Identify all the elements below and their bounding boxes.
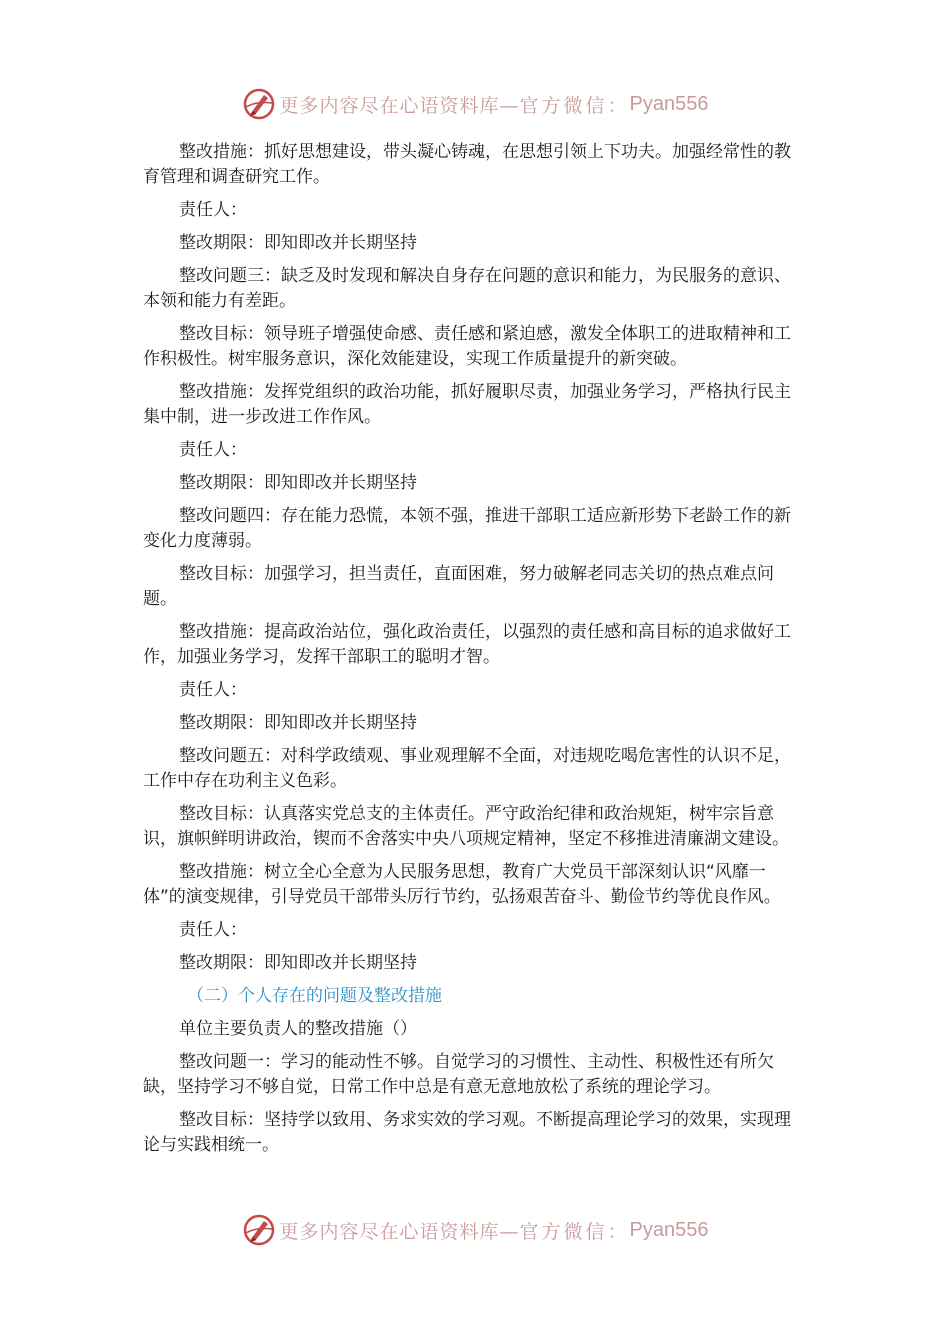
pen-logo-icon bbox=[242, 87, 276, 121]
footer-banner bbox=[0, 1210, 950, 1250]
banner-text: 更多内容尽在心语资料库— bbox=[279, 94, 520, 117]
banner-wechat-id: Pyan556 bbox=[629, 1218, 709, 1241]
banner-wechat-label: 官方微信： bbox=[519, 1220, 630, 1243]
paragraph: 责任人： bbox=[179, 680, 247, 700]
banner-wechat-id: Pyan556 bbox=[629, 92, 709, 115]
paragraph: 整改问题四：存在能力恐慌，本领不强，推进干部职工适应新形势下老龄工作的新变化力度薄弱。 bbox=[143, 506, 791, 551]
paragraph: 整改期限：即知即改并长期坚持 bbox=[179, 233, 417, 253]
paragraph: 整改目标：领导班子增强使命感、责任感和紧迫感，激发全体职工的进取精神和工作积极性。树牢服务意识，深化效能建设，实现工作质量提升的新突破。 bbox=[143, 324, 791, 369]
paragraph: 整改期限：即知即改并长期坚持 bbox=[179, 473, 417, 493]
paragraph: 责任人： bbox=[179, 200, 247, 220]
paragraph: 整改问题一：学习的能动性不够。自觉学习的习惯性、主动性、积极性还有所欠缺，坚持学习不够自觉，日常工作中总是有意无意地放松了系统的理论学习。 bbox=[143, 1052, 774, 1097]
document-body bbox=[143, 140, 803, 1166]
pen-logo-icon bbox=[242, 1213, 276, 1247]
paragraph: 整改期限：即知即改并长期坚持 bbox=[179, 953, 417, 973]
banner-wechat-label: 官方微信： bbox=[519, 94, 630, 117]
paragraph: 整改措施：发挥党组织的政治功能，抓好履职尽责，加强业务学习，严格执行民主集中制，进一步改进工作作风。 bbox=[143, 382, 791, 427]
paragraph: 整改措施：抓好思想建设，带头凝心铸魂，在思想引领上下功夫。加强经常性的教育管理和调查研究工作。 bbox=[143, 142, 791, 187]
paragraph: 整改目标：坚持学以致用、务求实效的学习观。不断提高理论学习的效果，实现理论与实践相统一。 bbox=[143, 1110, 791, 1155]
paragraph: 整改问题三：缺乏及时发现和解决自身存在问题的意识和能力，为民服务的意识、本领和能力有差距。 bbox=[143, 266, 791, 311]
paragraph: 整改目标：加强学习，担当责任，直面困难，努力破解老同志关切的热点难点问题。 bbox=[143, 564, 774, 609]
paragraph: 整改目标：认真落实党总支的主体责任。严守政治纪律和政治规矩，树牢宗旨意识，旗帜鲜明讲政治，锲而不舍落实中央八项规定精神，坚定不移推进清廉湖文建设。 bbox=[143, 804, 789, 849]
paragraph: 整改问题五：对科学政绩观、事业观理解不全面，对违规吃喝危害性的认识不足，工作中存在功利主义色彩。 bbox=[143, 746, 791, 791]
section-heading: （二）个人存在的问题及整改措施 bbox=[187, 986, 442, 1006]
header-banner bbox=[0, 84, 950, 124]
paragraph: 整改期限：即知即改并长期坚持 bbox=[179, 713, 417, 733]
paragraph: 单位主要负责人的整改措施（） bbox=[179, 1019, 417, 1039]
paragraph: 整改措施：树立全心全意为人民服务思想，教育广大党员干部深刻认识“风靡一体”的演变规律，引导党员干部带头厉行节约，弘扬艰苦奋斗、勤俭节约等优良作风。 bbox=[143, 862, 781, 907]
banner-text: 更多内容尽在心语资料库— bbox=[279, 1220, 520, 1243]
paragraph: 整改措施：提高政治站位，强化政治责任，以强烈的责任感和高目标的追求做好工作，加强业务学习，发挥干部职工的聪明才智。 bbox=[143, 622, 791, 667]
paragraph: 责任人： bbox=[179, 440, 247, 460]
paragraph: 责任人： bbox=[179, 920, 247, 940]
